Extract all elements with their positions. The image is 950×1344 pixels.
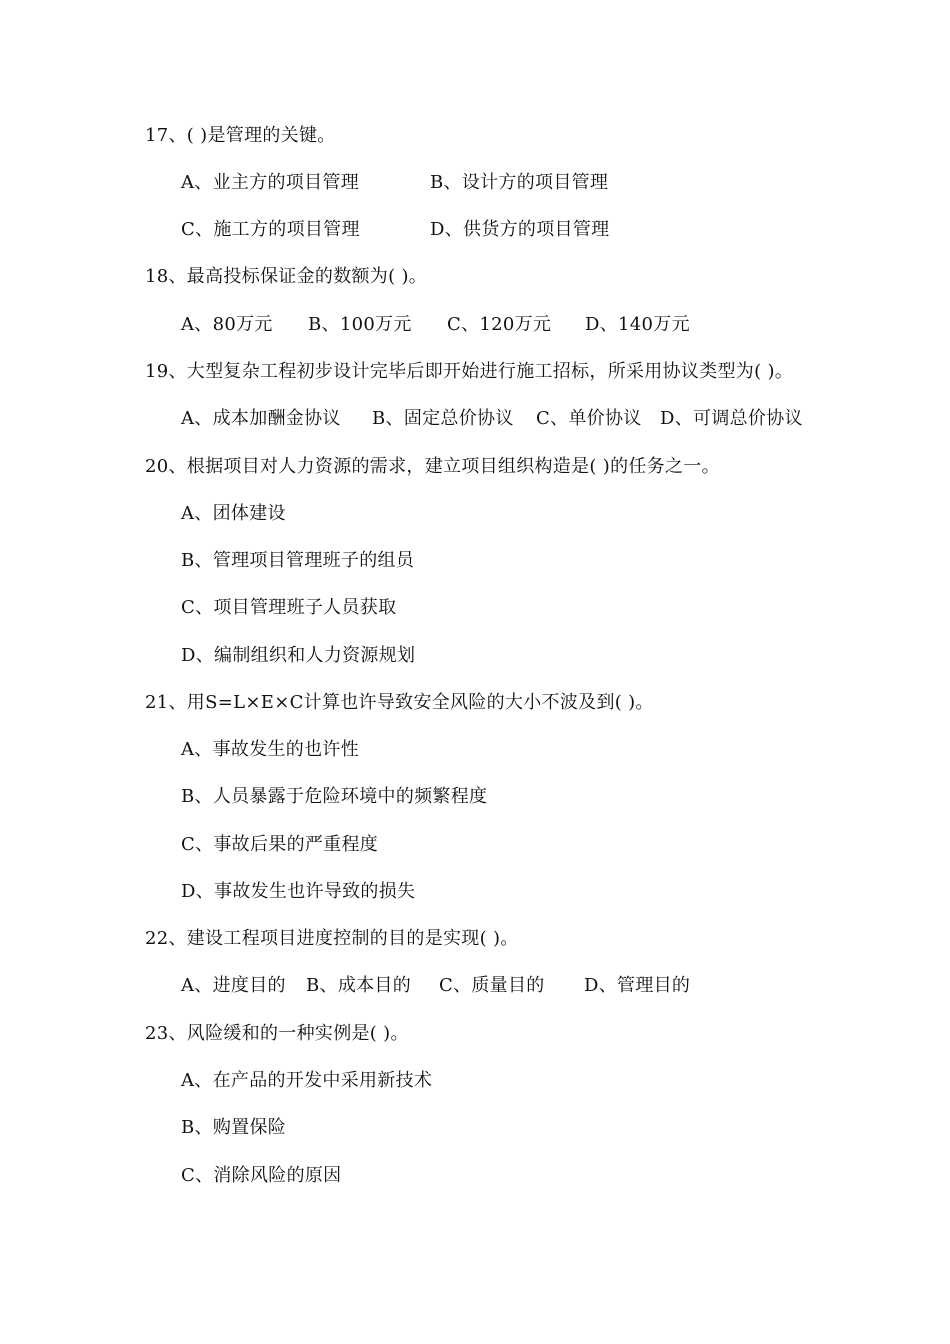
- question-21-option-a: A、事故发生的也许性: [181, 739, 359, 760]
- question-22-option-b: B、成本目的: [306, 975, 412, 996]
- question-17-option-b: B、设计方的项目管理: [430, 172, 609, 193]
- question-17-option-a: A、业主方的项目管理: [181, 172, 359, 193]
- question-17-option-c: C、施工方的项目管理: [181, 219, 360, 240]
- question-18-options-row: [181, 309, 741, 341]
- question-23-option-a: A、在产品的开发中采用新技术: [181, 1070, 433, 1091]
- question-22-option-c: C、质量目的: [439, 975, 545, 996]
- question-18-option-c: C、120万元: [447, 314, 552, 335]
- question-17-option-d: D、供货方的项目管理: [430, 219, 610, 240]
- question-18-option-d: D、140万元: [585, 314, 690, 335]
- question-21-option-b: B、人员暴露于危险环境中的频繁程度: [181, 786, 488, 807]
- question-17-options-row-1: [181, 167, 701, 199]
- question-20-option-d: D、编制组织和人力资源规划: [181, 645, 416, 666]
- question-21: 21、用S=L×E×C计算也许导致安全风险的大小不波及到( )。: [145, 692, 654, 713]
- question-18-option-b: B、100万元: [308, 314, 412, 335]
- question-19: 19、大型复杂工程初步设计完毕后即开始进行施工招标，所采用协议类型为( )。: [145, 361, 794, 382]
- question-23: 23、风险缓和的一种实例是( )。: [145, 1023, 409, 1044]
- question-19-options-row: [181, 403, 841, 435]
- question-20: 20、根据项目对人力资源的需求，建立项目组织构造是( )的任务之一。: [145, 456, 720, 477]
- question-20-option-c: C、项目管理班子人员获取: [181, 597, 397, 618]
- question-22: 22、建设工程项目进度控制的目的是实现( )。: [145, 928, 519, 949]
- question-19-option-a: A、成本加酬金协议: [181, 408, 341, 429]
- question-20-option-b: B、管理项目管理班子的组员: [181, 550, 415, 571]
- question-17: 17、( )是管理的关键。: [145, 125, 336, 146]
- question-19-option-d: D、可调总价协议: [660, 408, 803, 429]
- question-18-option-a: A、80万元: [181, 314, 273, 335]
- question-23-option-b: B、购置保险: [181, 1117, 287, 1138]
- question-23-option-c: C、消除风险的原因: [181, 1165, 342, 1186]
- question-19-option-c: C、单价协议: [536, 408, 642, 429]
- question-17-options-row-2: [181, 214, 701, 246]
- question-21-option-c: C、事故后果的严重程度: [181, 834, 379, 855]
- question-22-options-row: [181, 970, 741, 1002]
- question-22-option-a: A、进度目的: [181, 975, 286, 996]
- question-20-option-a: A、团体建设: [181, 503, 286, 524]
- question-22-option-d: D、管理目的: [584, 975, 691, 996]
- question-18: 18、最高投标保证金的数额为( )。: [145, 266, 428, 287]
- question-19-option-b: B、固定总价协议: [372, 408, 514, 429]
- question-21-option-d: D、事故发生也许导致的损失: [181, 881, 416, 902]
